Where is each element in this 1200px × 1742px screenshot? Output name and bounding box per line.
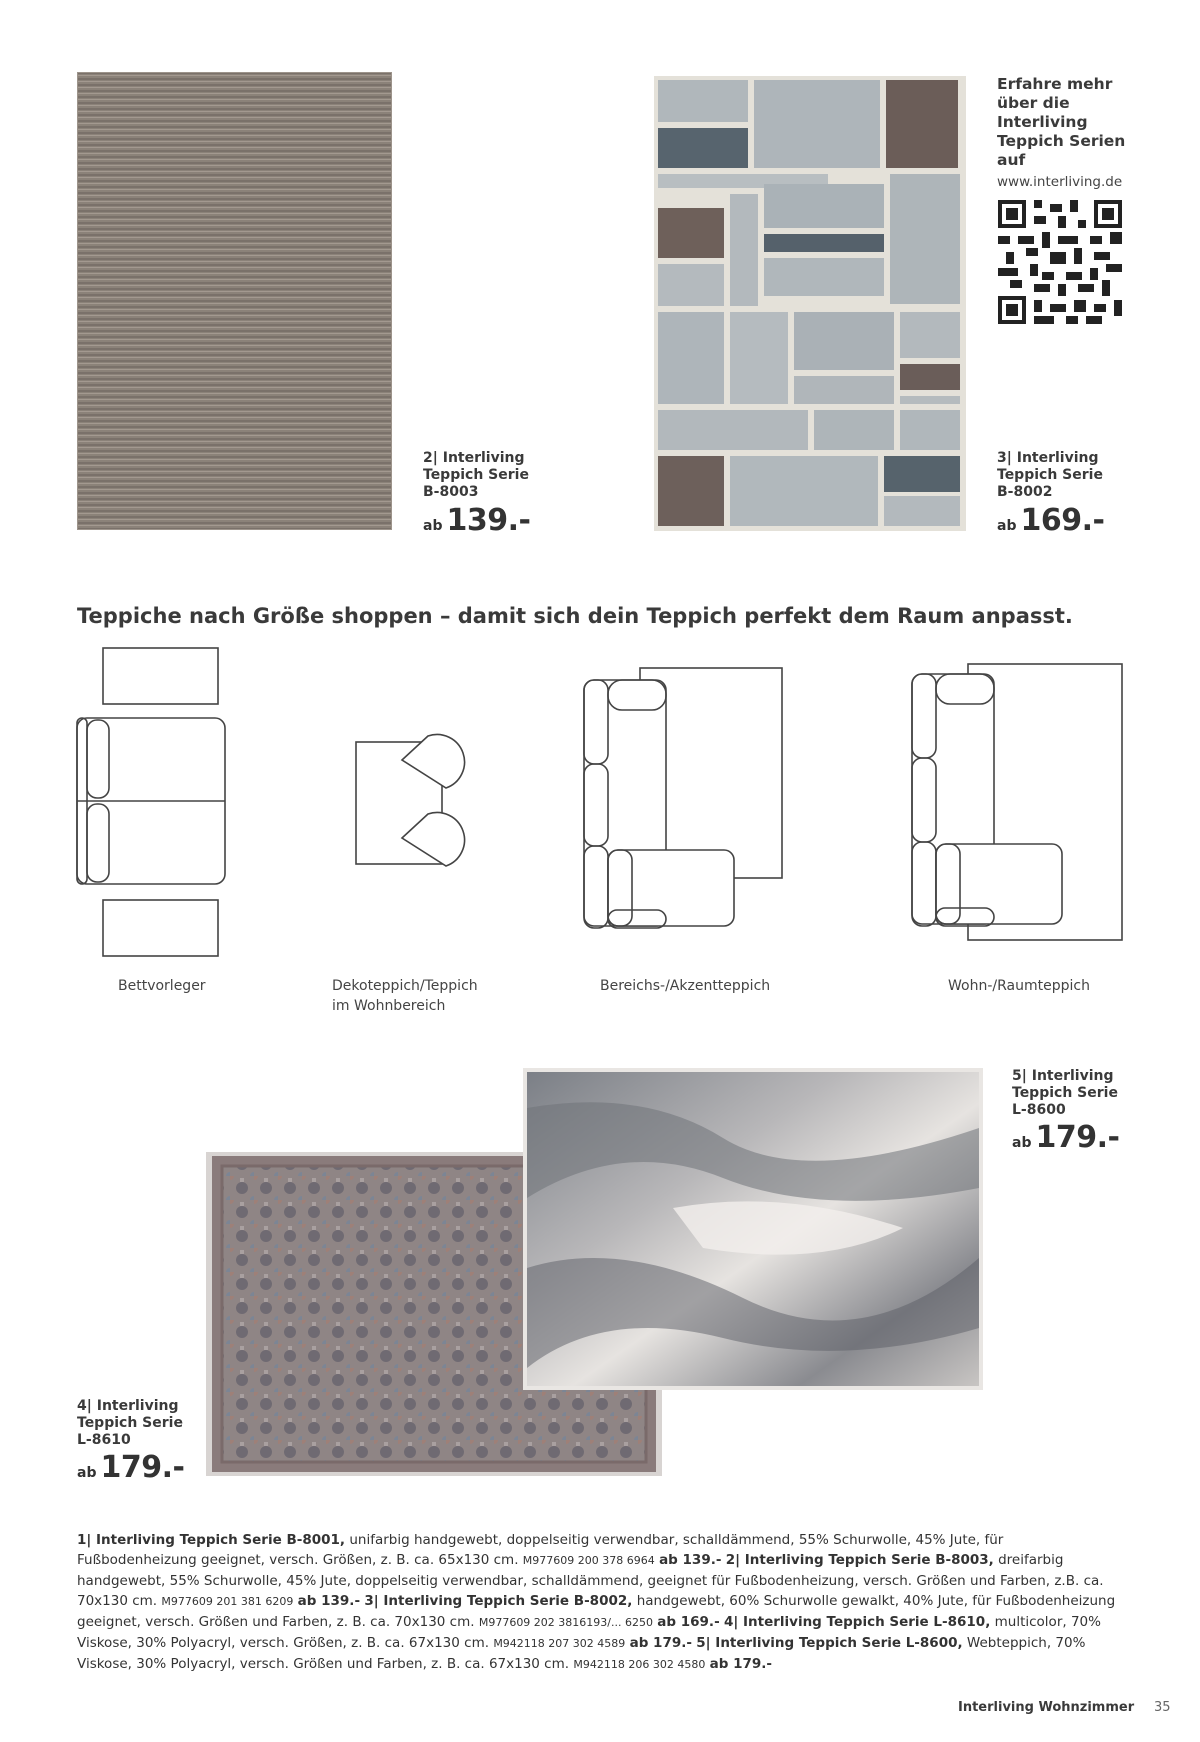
detail-code: M977609 201 381 6209 xyxy=(161,1595,294,1608)
detail-code: M977609 200 378 6964 xyxy=(522,1554,655,1567)
qr-code[interactable] xyxy=(998,200,1122,324)
detail-title: 2| Interliving Teppich Serie B-8003, xyxy=(725,1552,994,1568)
detail-text: dreifarbig handgewebt, 55% Schurwolle, 45% Jute, doppelseitig verwendbar, schalldämmend, geeignet für Fußbodenheizung, versch. Größen und Farben, z.B. ca. 70x130 cm. xyxy=(77,1552,1104,1609)
detail-text: handgewebt, 60% Schurwolle gewalkt, 40% Jute, für Fußbodenheizung geeignet, versch. Größen und Farben, z. B. ca. 70x130 cm. xyxy=(77,1593,1116,1630)
product-price xyxy=(77,1450,184,1485)
page-number: 35 xyxy=(1154,1700,1171,1715)
rug-l8600-image xyxy=(523,1068,983,1390)
detail-title: 3| Interliving Teppich Serie B-8002, xyxy=(364,1593,633,1609)
diagram-wohnteppich xyxy=(908,658,1128,948)
detail-title: 4| Interliving Teppich Serie L-8610, xyxy=(723,1614,991,1630)
diagram-dekoteppich xyxy=(350,720,470,870)
price-value: 179.- xyxy=(100,1450,185,1485)
product-price xyxy=(997,503,1104,538)
product-price xyxy=(1012,1120,1119,1155)
price-value: 169.- xyxy=(1020,503,1105,538)
product-label: 3| Interliving Teppich Serie B-8002 xyxy=(997,450,1103,500)
diagram-label: Wohn-/Raumteppich xyxy=(948,978,1090,994)
detail-code: M977609 202 3816193/... 6250 xyxy=(478,1616,653,1629)
footer-section: Interliving Wohnzimmer xyxy=(958,1700,1135,1715)
rug-b8003-image xyxy=(77,72,392,530)
detail-price: ab 179.- xyxy=(629,1635,692,1651)
detail-price: ab 179.- xyxy=(709,1656,773,1672)
price-prefix: ab xyxy=(423,518,443,534)
detail-price: ab 169.- xyxy=(657,1614,720,1630)
price-value: 139.- xyxy=(446,503,531,538)
detail-price: ab 139.- xyxy=(297,1593,361,1609)
detail-text: unifarbig handgewebt, doppelseitig verwendbar, schalldämmend, 55% Schurwolle, 45% Jute, für Fußbodenheizung geeignet, versch. Größen, z. B. ca. 65x130 cm. xyxy=(77,1532,1004,1568)
price-prefix: ab xyxy=(77,1465,97,1481)
diagram-bereichsteppich xyxy=(580,662,790,942)
product-label: 2| Interliving Teppich Serie B-8003 xyxy=(423,450,529,500)
diagram-label: Bettvorleger xyxy=(118,978,206,994)
price-prefix: ab xyxy=(997,518,1017,534)
detail-text: multicolor, 70% Viskose, 30% Polyacryl, versch. Größen, z. B. ca. 67x130 cm. xyxy=(77,1614,1101,1651)
detail-code: M942118 207 302 4589 xyxy=(493,1637,626,1650)
promo-text: Erfahre mehr über die Interliving Teppich Serien auf xyxy=(997,75,1126,169)
product-price xyxy=(423,503,530,538)
detail-price: ab 139.- xyxy=(659,1552,722,1568)
product-label: 5| Interliving Teppich Serie L-8600 xyxy=(1012,1068,1118,1118)
diagram-bettvorleger xyxy=(70,640,240,960)
detail-title: 5| Interliving Teppich Serie L-8600, xyxy=(696,1635,963,1651)
rug-b8002-image xyxy=(654,76,966,531)
product-label: 4| Interliving Teppich Serie L-8610 xyxy=(77,1398,183,1448)
promo-url[interactable]: www.interliving.de xyxy=(997,174,1123,190)
detail-text: Webteppich, 70% Viskose, 30% Polyacryl, versch. Größen und Farben, z. B. ca. 67x130 cm. xyxy=(77,1635,1086,1672)
price-prefix: ab xyxy=(1012,1135,1032,1151)
detail-code: M942118 206 302 4580 xyxy=(573,1658,706,1671)
diagram-label: Bereichs-/Akzentteppich xyxy=(600,978,771,994)
diagram-label: Dekoteppich/Teppich im Wohnbereich xyxy=(332,978,478,1014)
product-details xyxy=(77,1530,1127,1675)
price-value: 179.- xyxy=(1035,1120,1120,1155)
section-headline: Teppiche nach Größe shoppen – damit sich dein Teppich perfekt dem Raum anpasst. xyxy=(77,604,1073,628)
detail-title: 1| Interliving Teppich Serie B-8001, xyxy=(77,1532,346,1548)
